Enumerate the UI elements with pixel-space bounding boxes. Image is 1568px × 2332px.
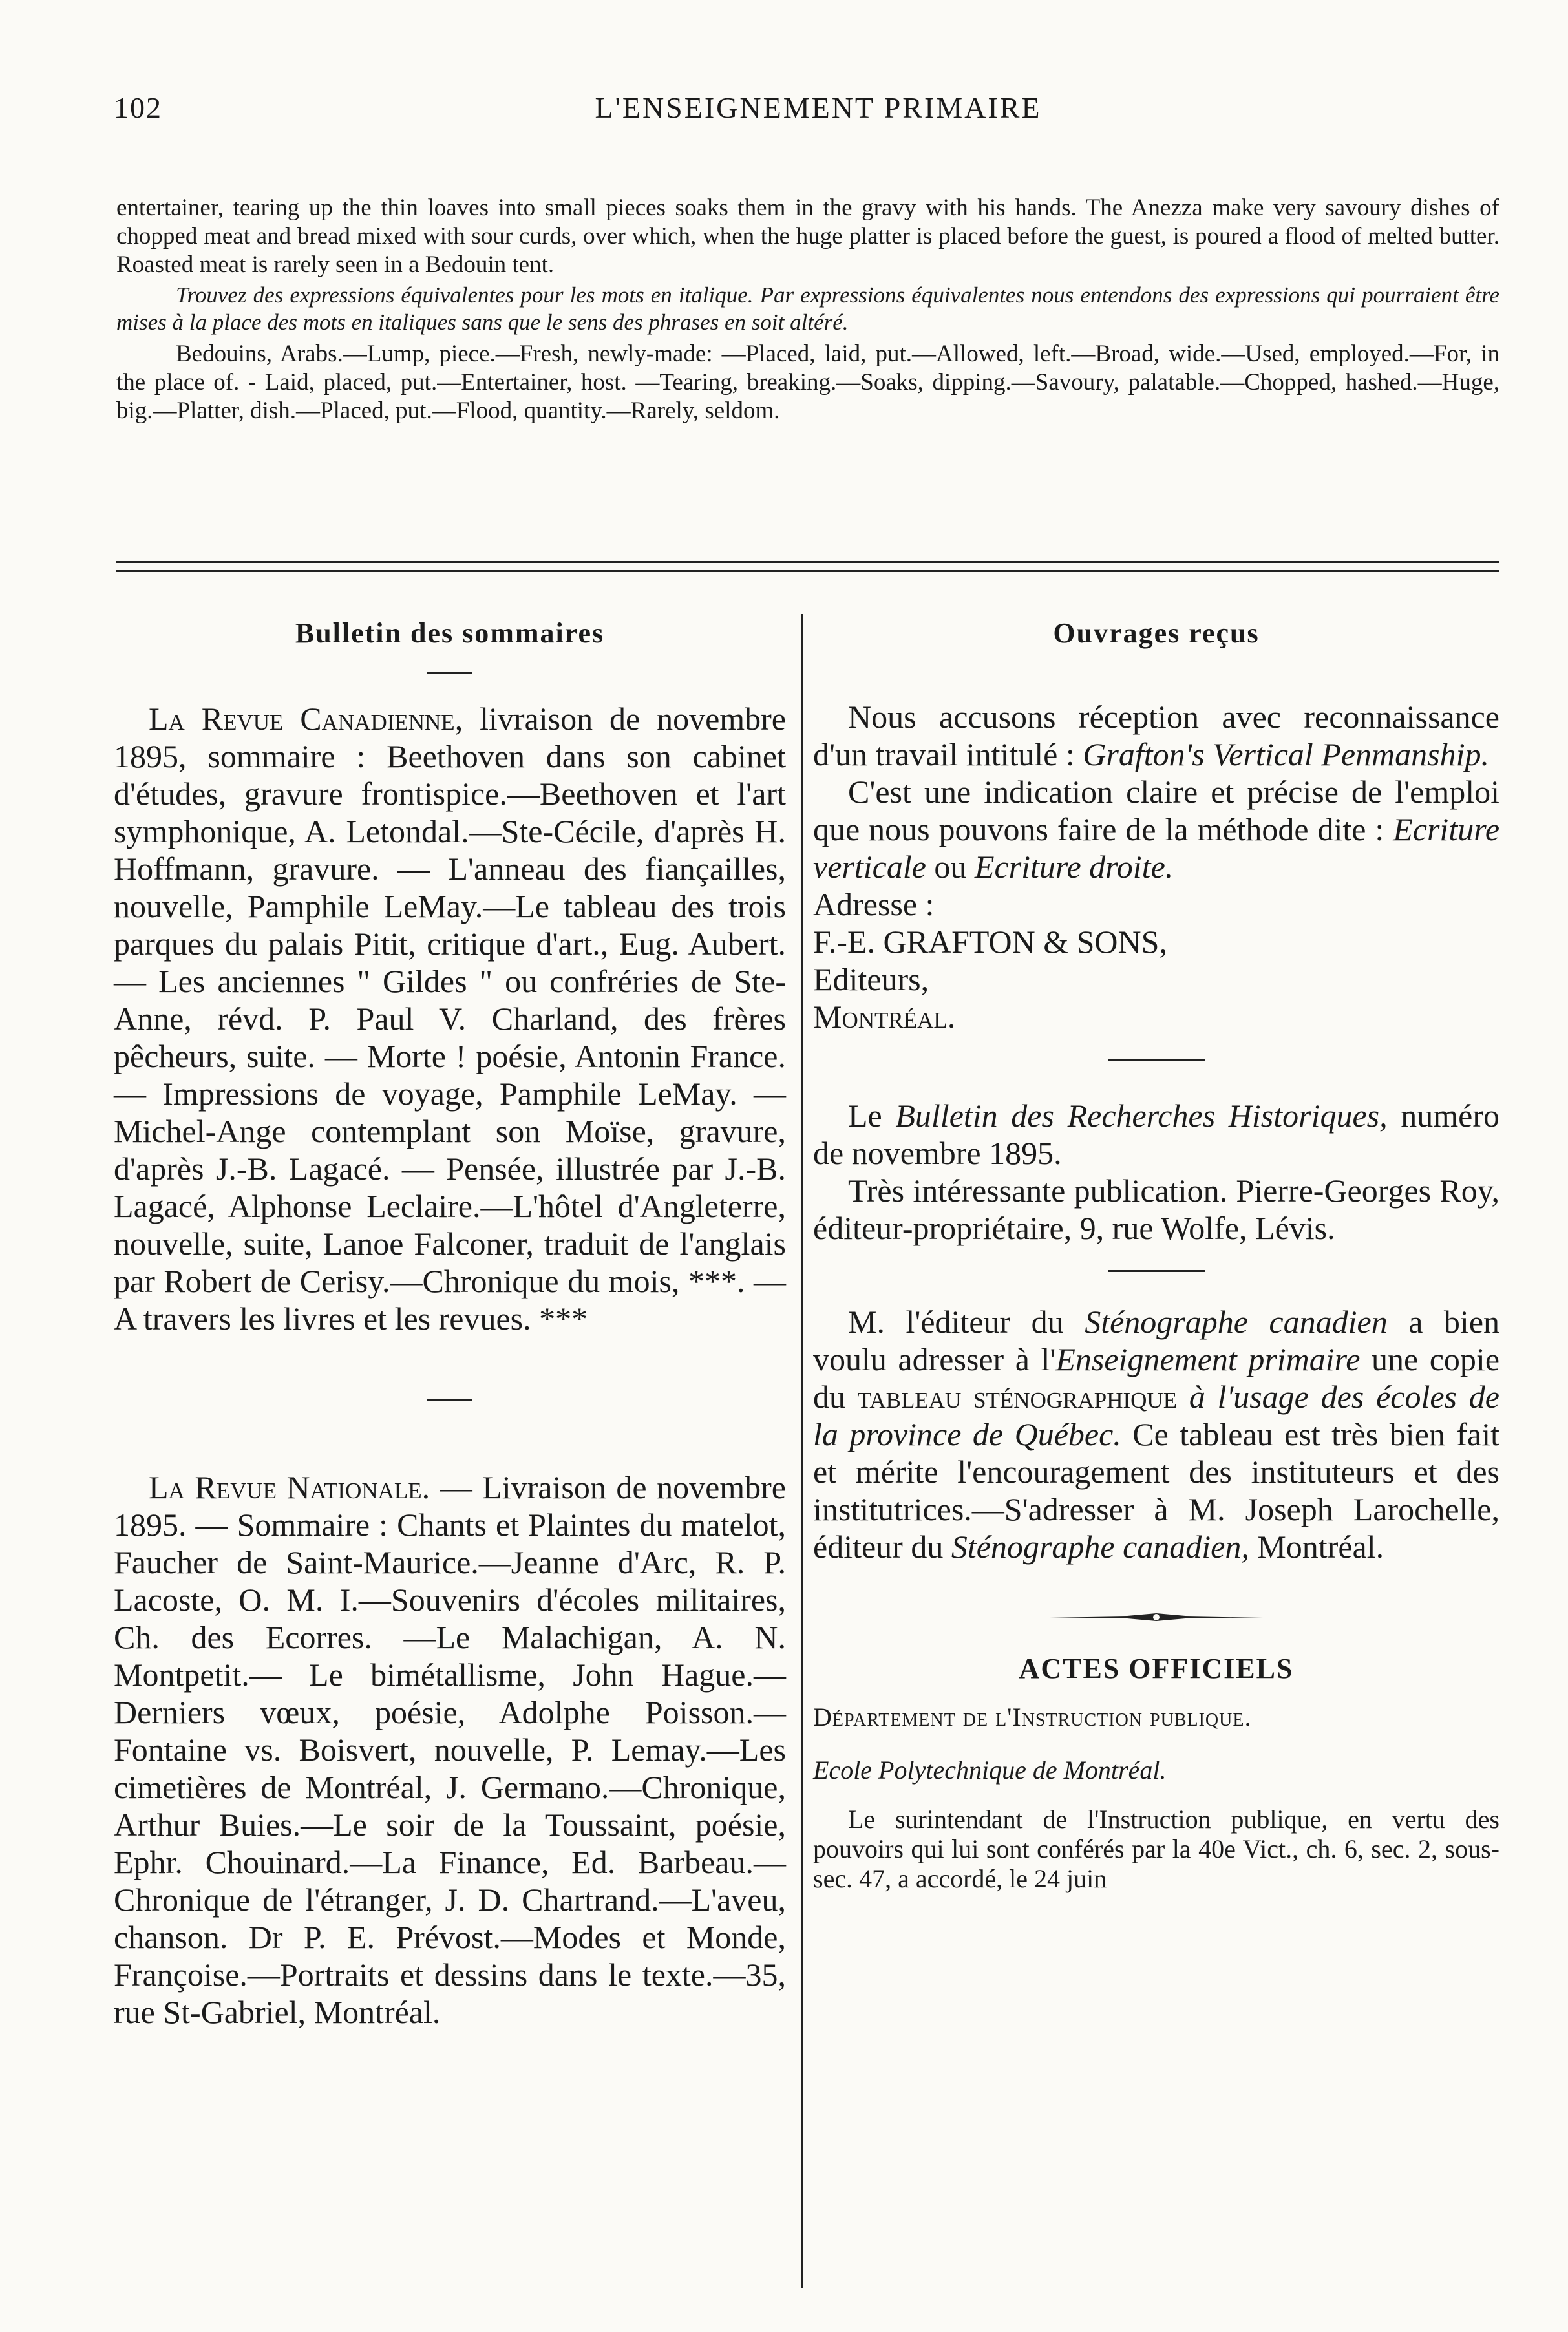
divider-line xyxy=(116,570,1499,572)
exercise-passage: entertainer, tearing up the thin loaves into small pieces soaks them in the gravy with his hands. The Anezza make very savoury dishes of chopped meat and bread mixed with sour curds, over which, when the huge platter is placed before the guest, is poured a flood of melted butter. Roasted meat is rarely seen in a Bedouin tent. xyxy=(116,195,1499,278)
recherches-text: Le xyxy=(848,1097,882,1134)
recherches-text: numéro de novembre 1895. xyxy=(813,1097,1500,1171)
bulletin-recherches-para-2: Très intéressante publication. Pierre-Georges Roy, éditeur-propriétaire, 9, rue Wolfe, Lévis. xyxy=(813,1172,1499,1246)
revue-nationale-text: — Livraison de novembre 1895. — Sommaire : Chants et Plaintes du matelot, Faucher de Saint-Maurice.—Jeanne d'Arc, R. P. Lacoste, O. M. I.—Souvenirs d'écoles militaires, Ch. des Ecorres. —Le Malachigan, A. N. Montpetit.— Le bimétallisme, John Hague.—Derniers vœux, poésie, Adolphe Poisson.—Fontaine vs. Boisvert, nouvelle, P. Lemay.—Les cimetières de Montréal, J. Germano.—Chronique, Arthur Buies.—Le soir de la Toussaint, poésie, Ephr. Chouinard.—La Finance, Ed. Barbeau.—Chronique de l'étranger, J. D. Chartrand.—L'aveu, chanson. Dr P. E. Prévost.—Modes et Monde, Françoise.—Portraits et dessins dans le texte.—35, rue St-Gabriel, Montréal. xyxy=(114,1469,787,2030)
exercise-instructions: Trouvez des expressions équivalentes pour les mots en italique. Par expressions équivalentes nous entendons des expressions qui pourraient être mises à la place des mots en italiques sans que le sens des phrases en soit altéré. xyxy=(116,282,1499,335)
section-divider xyxy=(116,561,1499,580)
actes-heading: ACTES OFFICIELS xyxy=(1019,1653,1294,1684)
revue-canadienne-text: livraison de novembre 1895, sommaire : Beethoven dans son cabinet d'études, gravure frontispice.—Beethoven et l'art symphonique, A. Letondal.—Ste-Cécile, d'après H. Hoffmann, gravure. — L'anneau des fiançailles, nouvelle, Pamphile LeMay.—Le tableau des trois parques du palais Pitit, critique d'art., Eug. Aubert. — Les anciennes " Gildes " ou confréries de Ste-Anne, révd. P. Paul V. Charland, des frères pêcheurs, suite. — Morte ! poésie, Antonin France. — Impressions de voyage, Pamphile LeMay. — Michel-Ange contemplant son Moïse, gravure, d'après J.-B. Lagacé. — Pensée, illustrée par J.-B. Lagacé, Alphonse Leclaire.—L'hôtel d'Angleterre, nouvelle, suite, Lanoe Falconer, traduit de l'anglais par Robert de Cerisy.—Chronique du mois, ***. — A travers les livres et les revues. *** xyxy=(114,701,786,1337)
column-rule xyxy=(801,614,803,2288)
bulletin-heading: Bulletin des sommaires xyxy=(295,617,605,649)
stenographe-title: Sténographe canadien, xyxy=(951,1529,1249,1565)
grafton-text: ou xyxy=(934,849,967,885)
ornament-rule xyxy=(1050,1611,1263,1624)
exercise-answers: Bedouins, Arabs.—Lump, piece.—Fresh, newly-made: —Placed, laid, put.—Allowed, left.—Broad, wide.—Used, employed.—For, in the place of. - Laid, placed, put.—Entertainer, host. —Tearing, breaking.—Soaks, dipping.—Savoury, palatable.—Chopped, hashed.—Huge, big.—Platter, dish.—Placed, put.—Flood, quantity.—Rarely, seldom. xyxy=(116,341,1499,424)
grafton-title: Grafton's Vertical Penmanship. xyxy=(1083,736,1489,772)
school-heading: Ecole Polytechnique de Montréal. xyxy=(813,1755,1167,1785)
grafton-para-1 xyxy=(813,698,1499,773)
publisher-city: Montréal. xyxy=(813,999,956,1035)
divider-line xyxy=(116,561,1499,563)
stenographe-text: M. l'éditeur du xyxy=(848,1304,1064,1340)
revue-nationale-title: La Revue Nationale. xyxy=(149,1469,430,1505)
address-label: Adresse : xyxy=(813,886,935,922)
department-heading: Département de l'Instruction publique. xyxy=(813,1702,1252,1732)
bulletin-recherches-para-1 xyxy=(813,1097,1499,1172)
grafton-para-2 xyxy=(813,773,1499,885)
grafton-method-b: Ecriture droite. xyxy=(974,849,1174,885)
publisher-name: F.-E. GRAFTON & SONS, xyxy=(813,924,1167,960)
enseignement-title: Enseignement primaire xyxy=(1055,1341,1361,1377)
exercise-block xyxy=(116,194,1499,425)
stenographe-title: Sténographe canadien xyxy=(1085,1304,1388,1340)
ouvrages-heading: Ouvrages reçus xyxy=(1053,617,1260,649)
revue-nationale-entry xyxy=(114,1468,786,2031)
stenographe-text: Montréal. xyxy=(1257,1529,1384,1565)
stenographe-text: une copie du xyxy=(813,1341,1500,1415)
running-head xyxy=(114,90,1523,129)
grafton-text: C'est une indication claire et précise de l'emploi que nous pouvons faire de la méthode dite : xyxy=(813,774,1499,847)
grafton-method-a: Ecriture verticale xyxy=(813,811,1500,885)
stenographe-entry xyxy=(813,1303,1499,1565)
revue-canadienne-entry xyxy=(114,700,786,1337)
page-number: 102 xyxy=(114,91,162,124)
stenographe-text: a bien voulu adresser à l' xyxy=(813,1304,1500,1377)
decree-text: Le surintendant de l'Instruction publique, en vertu des pouvoirs qui lui sont conférés par la 40e Vict., ch. 6, sec. 2, sous-sec. 47, a accordé, le 24 juin xyxy=(813,1805,1499,1893)
revue-canadienne-title: La Revue Canadienne, xyxy=(149,701,463,737)
tableau-title: tableau sténographique xyxy=(857,1379,1178,1415)
stenographe-text: Ce tableau est très bien fait et mérite l'encouragement des instituteurs et des institutrices.—S'adresser à M. Joseph Larochelle, éditeur du xyxy=(813,1416,1499,1565)
recherches-title: Bulletin des Recherches Historiques, xyxy=(895,1097,1388,1134)
grafton-text: Nous accusons réception avec reconnaissance d'un travail intitulé : xyxy=(813,699,1499,772)
tableau-subtitle: à l'usage des écoles de la province de Québec. xyxy=(813,1379,1499,1452)
right-column xyxy=(813,614,1499,1894)
left-column xyxy=(114,614,786,2031)
journal-title: L'ENSEIGNEMENT PRIMAIRE xyxy=(595,91,1042,124)
publisher-role: Editeurs, xyxy=(813,961,929,997)
